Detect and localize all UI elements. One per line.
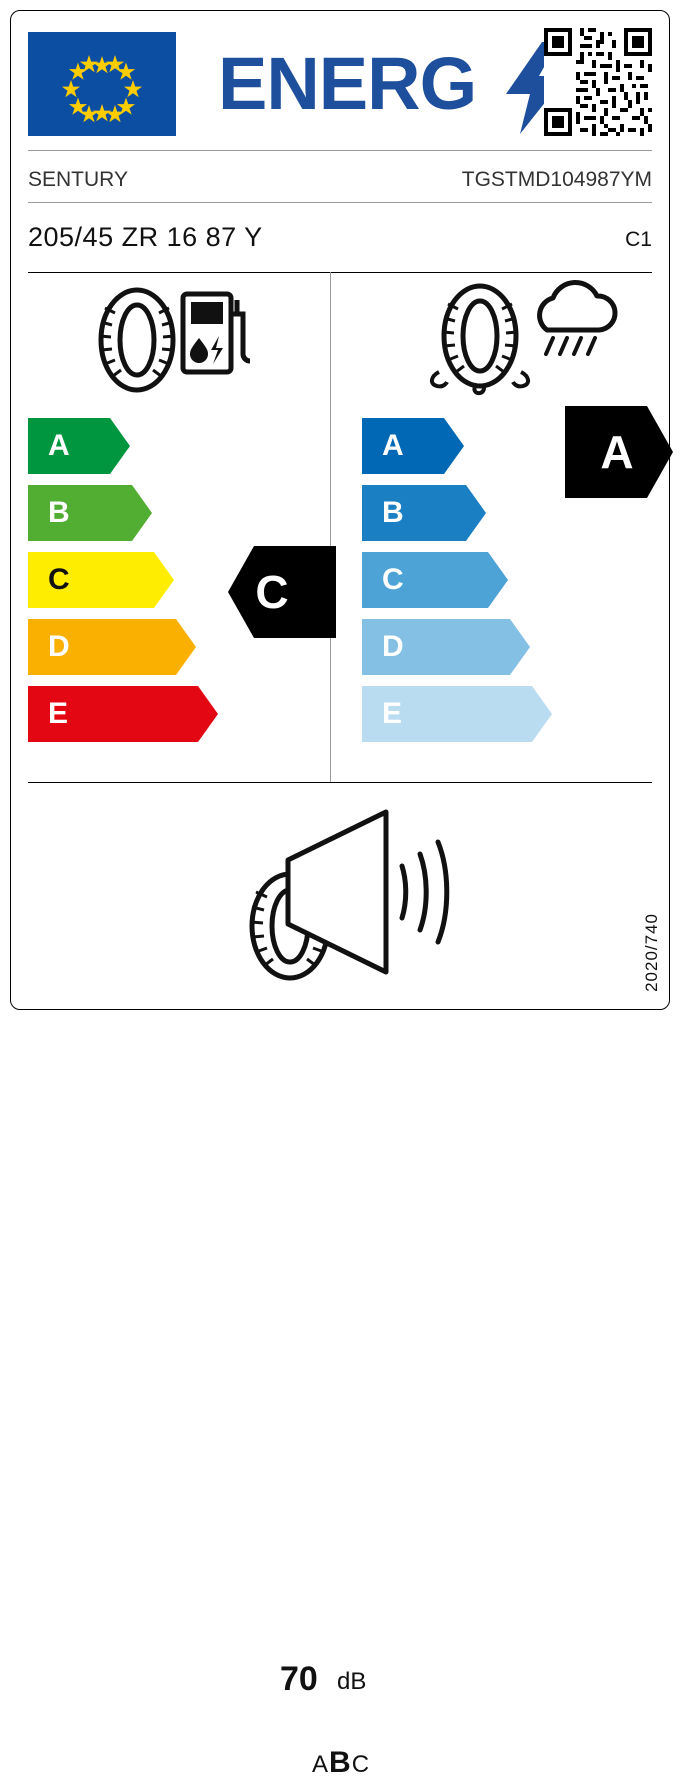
page-title: ENERG bbox=[218, 42, 477, 125]
grade-letter: B bbox=[48, 496, 70, 529]
noise-section bbox=[0, 800, 680, 1779]
grip-selected-grade bbox=[565, 406, 673, 498]
noise-class-b: B bbox=[329, 1746, 352, 1779]
noise-class-a: A bbox=[312, 1751, 330, 1778]
fuel-selected-grade bbox=[228, 546, 336, 638]
divider-noise bbox=[28, 782, 652, 783]
brand-name: SENTURY bbox=[28, 168, 128, 191]
noise-value: 70 bbox=[280, 1660, 318, 1698]
noise-class-scale bbox=[312, 1746, 370, 1780]
fuel-grade-a bbox=[28, 418, 218, 474]
tyre-icon bbox=[100, 290, 174, 390]
selected-grade-letter: C bbox=[255, 566, 289, 618]
grade-row bbox=[28, 619, 218, 686]
noise-class-c: C bbox=[351, 1751, 371, 1778]
grade-letter: B bbox=[382, 496, 404, 529]
grade-letter: E bbox=[48, 697, 69, 730]
grade-row bbox=[362, 686, 552, 753]
grade-letter: D bbox=[48, 630, 70, 663]
grade-letter: A bbox=[382, 429, 404, 462]
grade-letter: E bbox=[382, 697, 403, 730]
rain-cloud-icon bbox=[540, 283, 615, 354]
fuel-grade-b bbox=[28, 485, 218, 541]
grade-row bbox=[28, 485, 218, 552]
tyre-speaker-icon bbox=[228, 808, 468, 993]
grade-letter: D bbox=[382, 630, 404, 663]
grip-grade-e bbox=[362, 686, 552, 742]
grip-grade-b bbox=[362, 485, 552, 541]
label-header bbox=[28, 28, 652, 140]
wet-grip-scale bbox=[362, 418, 552, 753]
grade-letter: C bbox=[382, 563, 404, 596]
wet-grip-pictogram bbox=[425, 280, 615, 397]
qr-code-icon bbox=[544, 28, 652, 136]
pictogram-row bbox=[0, 272, 680, 402]
grade-row bbox=[362, 485, 552, 552]
eu-flag-icon bbox=[28, 32, 176, 136]
grip-grade-d bbox=[362, 619, 552, 675]
grade-row bbox=[28, 686, 218, 753]
divider-header bbox=[28, 150, 652, 151]
fuel-grade-d bbox=[28, 619, 218, 675]
fuel-grade-e bbox=[28, 686, 218, 742]
fuel-efficiency-pictogram bbox=[85, 280, 255, 397]
grade-letter: C bbox=[48, 563, 70, 596]
grade-row bbox=[28, 418, 218, 485]
grade-row bbox=[362, 552, 552, 619]
selected-grade-letter: A bbox=[600, 426, 634, 478]
grade-letter: A bbox=[48, 429, 70, 462]
grade-row bbox=[362, 619, 552, 686]
tyre-size: 205/45 ZR 16 87 Y bbox=[28, 222, 263, 252]
grip-grade-c bbox=[362, 552, 552, 608]
tyre-icon bbox=[432, 286, 528, 393]
regulation-date: 2020/740 bbox=[642, 913, 661, 992]
fuel-efficiency-scale bbox=[28, 418, 218, 753]
divider-brand bbox=[28, 202, 652, 203]
fuel-grade-c bbox=[28, 552, 218, 608]
grip-grade-a bbox=[362, 418, 552, 474]
tyre-class: C1 bbox=[625, 228, 652, 251]
tyre-type-code: TGSTMD104987YM bbox=[461, 168, 652, 191]
fuel-pump-icon bbox=[183, 294, 250, 372]
grade-row bbox=[28, 552, 218, 619]
noise-unit: dB bbox=[337, 1668, 367, 1695]
grade-row bbox=[362, 418, 552, 485]
